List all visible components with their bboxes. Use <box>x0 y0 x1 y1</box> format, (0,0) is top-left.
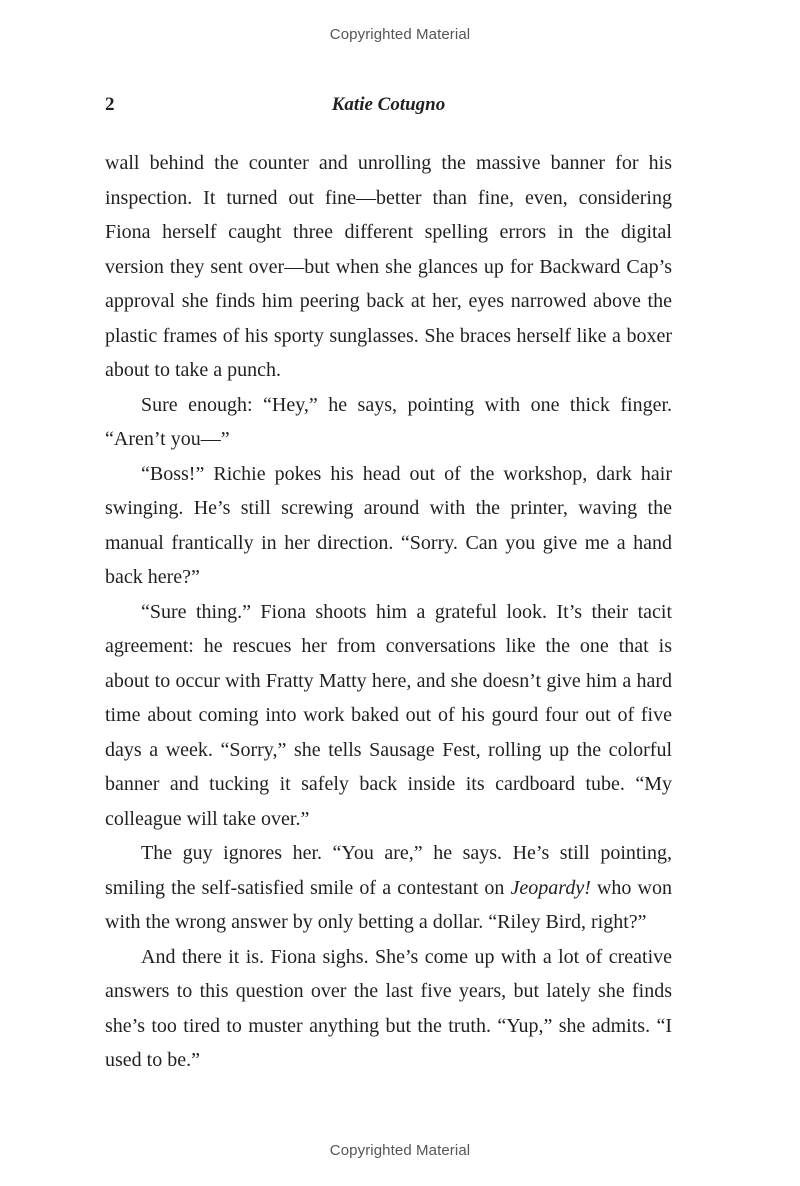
copyright-watermark-top: Copyrighted Material <box>329 26 471 43</box>
paragraph-continued: wall behind the counter and unrolling the massive banner for his inspection. It turned out fine—better than fine, even, considering Fiona herself caught three different spelling errors in the digital version they sent over—but when she glances up for Backward Cap’s approval she finds him peering back at her, eyes narrowed above the plastic frames of his sporty sunglasses. She braces herself like a boxer about to take a punch. <box>105 152 672 381</box>
author-name: Katie Cotugno <box>331 94 446 115</box>
paragraph: Sure enough: “Hey,” he says, pointing with one thick finger. “Aren’t you—” <box>105 393 672 450</box>
paragraph: And there it is. Fiona sighs. She’s come up with a lot of creative answers to this question over the last five years, but lately she finds she’s too tired to muster anything but the truth. “Yup,” she admits. “I used to be.” <box>105 945 672 1071</box>
page-number: 2 <box>105 94 115 115</box>
paragraph-text: who won with the wrong answer by only betting a dollar. “Riley Bird, right?” <box>105 876 672 933</box>
body-text <box>105 146 672 1078</box>
paragraph <box>105 836 672 940</box>
paragraph: “Sure thing.” Fiona shoots him a grateful look. It’s their tacit agreement: he rescues her from conversations like the one that is about to occur with Fratty Matty here, and she doesn’t give him a hard time about coming into work baked out of his gourd four out of five days a week. “Sorry,” she tells Sausage Fest, rolling up the colorful banner and tucking it safely back inside its cardboard tube. “My colleague will take over.” <box>105 600 672 830</box>
paragraph: “Boss!” Richie pokes his head out of the workshop, dark hair swinging. He’s still screwing around with the printer, waving the manual frantically in her direction. “Sorry. Can you give me a hand back here?” <box>105 462 672 588</box>
show-title: Jeopardy! <box>510 876 591 899</box>
paragraph-text: The guy ignores her. “You are,” he says. He’s still pointing, smiling the self-satisfied smile of a contestant on <box>105 842 672 899</box>
running-head <box>105 94 672 122</box>
copyright-watermark-bottom: Copyrighted Material <box>329 1142 471 1159</box>
